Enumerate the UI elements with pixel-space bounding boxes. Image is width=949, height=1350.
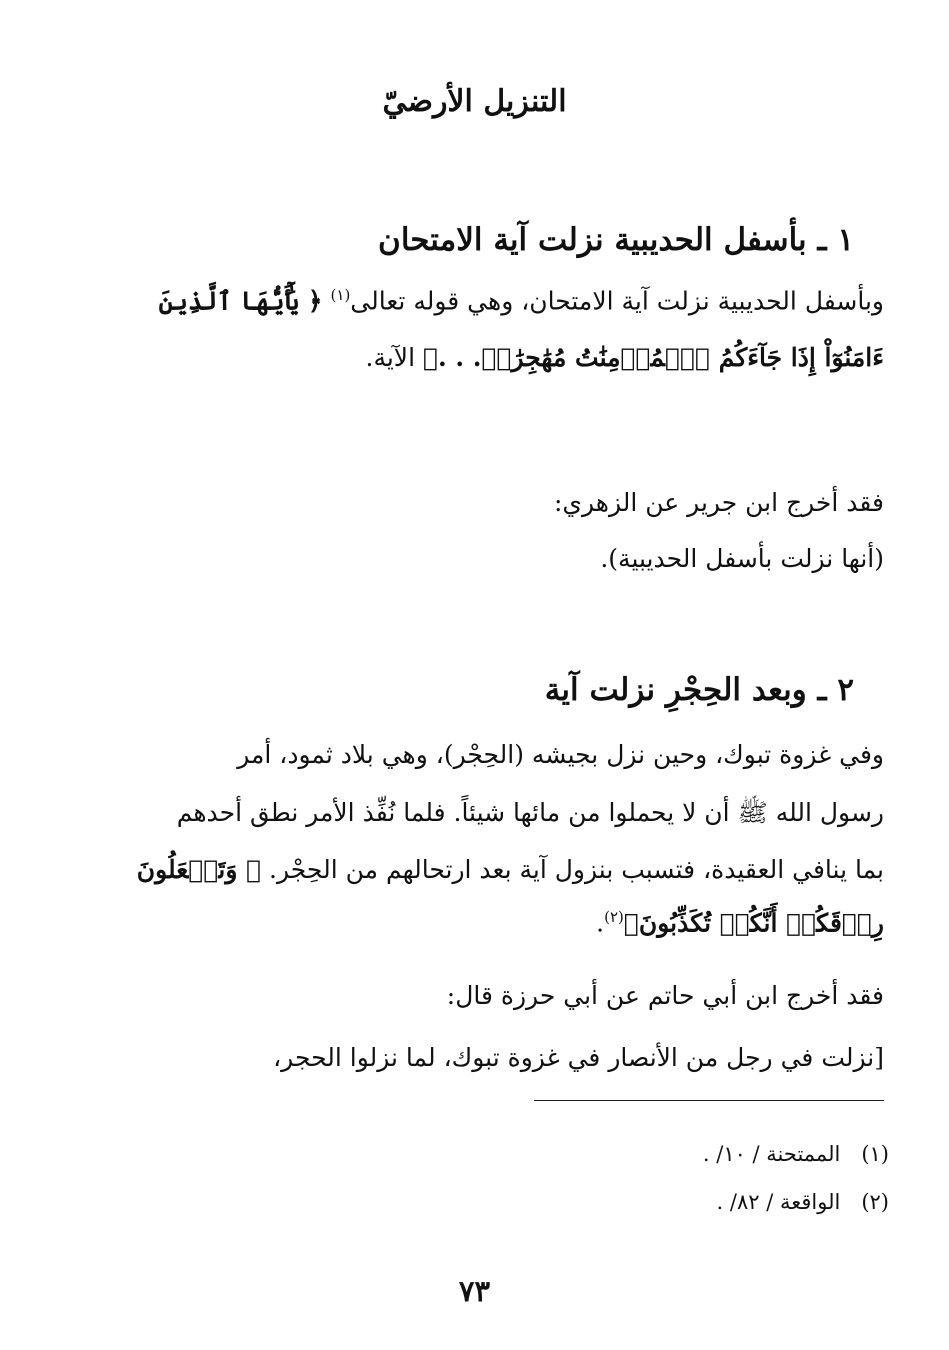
section-2-heading: ٢ ـ وبعد الحِجْرِ نزلت آية <box>544 672 854 708</box>
quran-quote: ﴿ يَٰٓأَيُّهَا ٱلَّذِينَ <box>158 286 323 316</box>
body-text: وبأسفل الحديبية نزلت آية الامتحان، وهي قوله تعالى <box>350 286 884 316</box>
body-text: الآية. <box>365 343 423 372</box>
section-2-report-text: [نزلت في رجل من الأنصار في غزوة تبوك، لما نزلوا الحجر، <box>273 1043 884 1072</box>
body-text: . <box>596 908 605 938</box>
section-2-paragraph-line-3 <box>64 857 884 882</box>
footnote-number: (١) <box>861 1142 889 1166</box>
quran-quote: رِزۡقَكُمۡ أَنَّكُمۡ تُكَذِّبُونَ﴾ <box>623 908 884 938</box>
footnote-text: الممتحنة / ١٠/ . <box>702 1142 841 1166</box>
quran-quote: ﴿ وَتَجۡعَلُونَ <box>136 855 262 884</box>
section-2-paragraph-line-1 <box>64 742 884 767</box>
page-number: ٧٣ <box>458 1274 491 1308</box>
section-2-report-intro: فقد أخرج ابن أبي حاتم عن أبي حرزة قال: <box>446 981 884 1010</box>
section-1-paragraph-line-1 <box>64 286 884 316</box>
footnote-2 <box>717 1190 889 1214</box>
footnote-text: الواقعة / ٨٢/ . <box>716 1190 841 1214</box>
body-text: وفي غزوة تبوك، وحين نزل بجيشه (الحِجْر)، وهي بلاد ثمود، أمر <box>237 740 884 769</box>
section-2-paragraph-line-4 <box>64 908 884 938</box>
section-1-report-text: (أنها نزلت بأسفل الحديبية). <box>600 544 884 573</box>
section-1-heading: ١ ـ بأسفل الحديبية نزلت آية الامتحان <box>378 222 854 258</box>
page-title: التنزيل الأرضيّ <box>382 84 567 119</box>
footnote-marker: (٢) <box>604 908 624 926</box>
section-1-paragraph-line-2 <box>64 345 884 370</box>
footnote-marker: (١) <box>330 286 351 304</box>
footnote-separator <box>534 1100 884 1101</box>
body-text: بما ينافي العقيدة، فتسبب بنزول آية بعد ارتحالهم من الحِجْر. <box>261 855 884 884</box>
section-2-paragraph-line-2 <box>64 800 884 825</box>
footnote-number: (٢) <box>861 1190 889 1214</box>
quran-quote: ءَامَنُوٓاْ إِذَا جَآءَكُمُ ٱلۡمُؤۡمِنَٰتُ مُهَٰجِرَٰتٖ. . .﴾ <box>422 343 884 372</box>
section-1-report-intro: فقد أخرج ابن جرير عن الزهري: <box>554 488 884 517</box>
body-text: رسول الله ﷺ أن لا يحملوا من مائها شيئاً. فلما نُفِّذ الأمر نطق أحدهم <box>176 798 884 827</box>
footnote-1 <box>703 1142 889 1166</box>
